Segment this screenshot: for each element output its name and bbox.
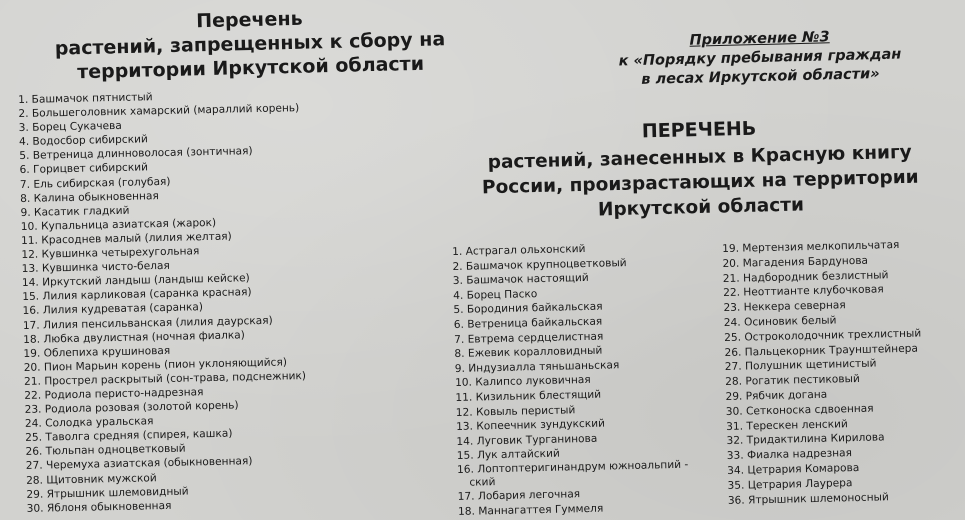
right-title-heading: ПЕРЕЧЕНЬ [641, 117, 757, 143]
list-item: 24. Солодка уральская [24, 415, 154, 431]
list-item-line1: 16. Лоптоптеригинандрум южноальпий - [456, 458, 689, 476]
list-item: 23. Родиола розовая (золотой корень) [24, 399, 239, 416]
list-item: 28. Щитовник мужской [25, 471, 157, 487]
list-item: 29. Ятрышник шлемовидный [26, 485, 189, 501]
list-item: 10. Калипсо луковичная [455, 374, 591, 390]
list-item: 6. Ветреница байкальская [453, 315, 603, 331]
list-item: 25. Таволга средняя (спирея, кашка) [25, 427, 233, 445]
list-item: 22. Родиола перисто-надрезная [24, 386, 204, 402]
list-item: 8. Ежевик коралловидный [454, 344, 603, 361]
list-item: 25. Остроколодочник трехлистный [724, 327, 922, 344]
list-item: 7. Ель сибирская (голубая) [19, 175, 171, 191]
red-book-list-column-1 [452, 239, 728, 519]
red-book-list-column-2 [722, 237, 965, 509]
left-list-title [29, 3, 471, 86]
list-item: 12. Ковыль перистый [455, 403, 576, 419]
list-item: 7. Евтрема сердцелистная [454, 330, 604, 346]
list-item: 6. Горицвет сибирский [19, 161, 149, 177]
list-item: 14. Иркутский ландыш (ландыш кейске) [21, 272, 250, 290]
list-item: 22. Неоттианте клубочковая [723, 283, 884, 300]
list-item: 31. Терескен ленский [726, 417, 848, 433]
list-item: 19. Облепиха крушиновая [23, 344, 171, 360]
list-item: 18. Маннагаттея Гуммеля [457, 502, 604, 518]
list-item: 9. Индузиалла тяньшаньская [454, 358, 620, 375]
list-item: 30. Сетконоска сдвоенная [725, 402, 874, 418]
list-item: 26. Пальцекорник Траунштейнера [724, 342, 919, 359]
list-item: 8. Калина обыкновенная [20, 189, 159, 205]
list-item: 24. Осиновик белый [723, 314, 837, 329]
list-item: 1. Астрагал ольхонский [452, 242, 586, 258]
list-item: 2. Башмачок крупноцветковый [452, 256, 627, 273]
list-item: 21. Прострел раскрытый (сон-трава, подснежник) [23, 369, 307, 388]
list-item: 4. Водосбор сибирский [18, 133, 148, 149]
appendix-line3: в лесах Иркутской области» [641, 66, 880, 88]
right-title-line4: Иркутской области [597, 194, 805, 221]
prohibited-plants-list [18, 84, 447, 516]
list-item: 35. Цетрария Лаурера [727, 476, 853, 492]
list-item: 17. Лилия пенсильванская (лилия даурская) [22, 314, 273, 332]
list-item: 27. Черемуха азиатская (обыкновенная) [25, 455, 253, 473]
left-title-line1: Перечень [195, 7, 303, 33]
right-title-line2: растений, занесенных в Красную книгу [487, 141, 912, 174]
list-item: 15. Лилия карликовая (саранка красная) [22, 286, 252, 304]
list-item: 3. Башмачок настоящий [452, 272, 589, 288]
list-item: 5. Ветреница длинноволосая (зонтичная) [19, 145, 253, 163]
list-item: 19. Мертензия мелкопильчатая [722, 238, 900, 255]
right-list-title [459, 112, 941, 226]
list-item: 18. Любка двулистная (ночная фиалка) [23, 328, 245, 346]
list-item: 30. Яблоня обыкновенная [26, 499, 172, 515]
list-item-line2: ский [469, 475, 496, 489]
list-item: 20. Магадения Бардунова [722, 254, 869, 270]
list-item: 11. Кизильник блестящий [455, 388, 602, 404]
list-item: 9. Касатик гладкий [20, 204, 130, 219]
appendix-header [599, 26, 920, 91]
list-item: 3. Борец Сукачева [18, 120, 122, 135]
appendix-title: Приложение №3 [689, 29, 830, 49]
list-item: 15. Лук алтайский [456, 447, 560, 463]
right-title-line3: России, произрастающих на территории [481, 166, 919, 199]
list-item: 17. Лобария легочная [457, 488, 581, 503]
appendix-line2: к «Порядку пребывания граждан [618, 46, 902, 70]
list-item: 33. Фиалка надрезная [726, 447, 853, 463]
list-item: 34. Цетрария Комарова [727, 461, 860, 477]
list-item: 4. Борец Паско [453, 287, 538, 302]
list-item: 23. Неккера северная [723, 299, 846, 315]
list-item: 21. Надбородник безлистный [722, 268, 889, 285]
list-item: 5. Бородиния байкальская [453, 300, 603, 317]
list-item: 29. Рябчик догана [725, 388, 828, 403]
list-item: 13. Копеечник зундукский [455, 417, 606, 434]
list-item: 32. Тридактилина Кирилова [726, 431, 885, 448]
list-item: 10. Купальница азиатская (жарок) [20, 216, 217, 233]
list-item: 14. Луговик Турганинова [456, 432, 598, 448]
list-item: 20. Пион Марьин корень (пион уклоняющийся) [23, 356, 288, 374]
left-title-line3: территории Иркутской области [76, 52, 425, 84]
left-title-line2: растений, запрещенных к сбору на [54, 28, 446, 60]
list-item: 1. Башмачок пятнистый [18, 91, 153, 106]
list-item: 11. Красоднев малый (лилия желтая) [20, 230, 232, 247]
list-item: 16. Лилия кудреватая (саранка) [22, 301, 204, 318]
list-item: 12. Кувшинка четырехугольная [21, 245, 200, 261]
list-item: 28. Рогатик пестиковый [725, 373, 860, 389]
list-item: 36. Ятрышник шлемоносный [727, 490, 889, 507]
list-item: 26. Тюльпан одноцветковый [25, 442, 186, 459]
list-item: 27. Полушник щетинистый [724, 357, 877, 374]
list-item: 13. Кувшинка чисто-белая [21, 259, 170, 276]
list-item: 2. Большеголовник хамарский (мараллий корень) [18, 102, 300, 121]
